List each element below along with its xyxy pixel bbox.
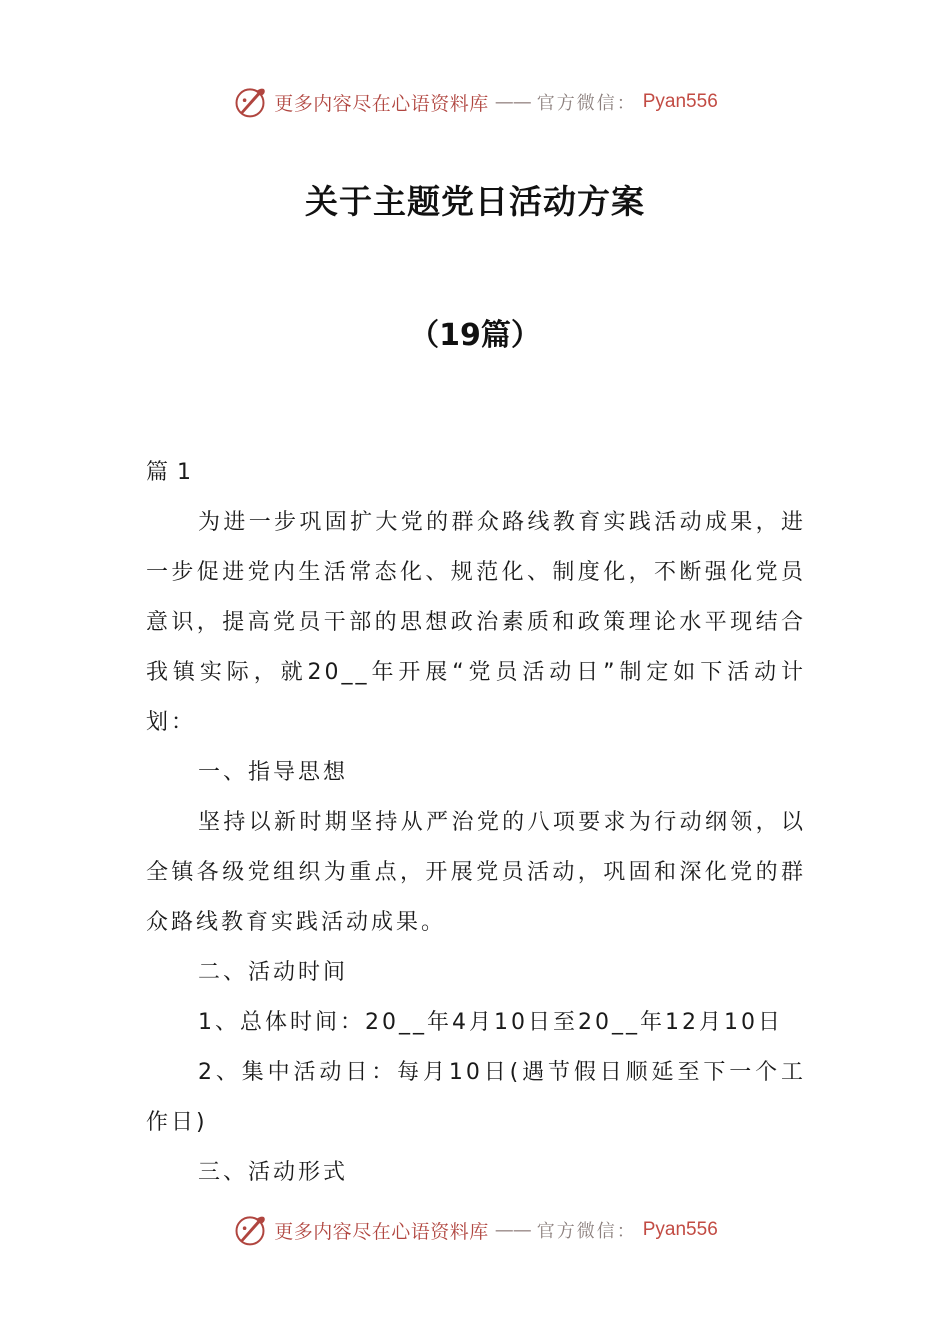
banner-main-text: 更多内容尽在心语资料库: [274, 1220, 489, 1243]
footer-banner: [0, 1212, 950, 1248]
banner-wechat-id: Pyan556: [642, 91, 718, 112]
header-banner: [0, 84, 950, 120]
banner-main-text: 更多内容尽在心语资料库: [274, 92, 489, 115]
banner-wechat-label: 官方微信：: [536, 1221, 637, 1242]
activity-time-focus-day: 2、集中活动日：每月10日(遇节假日顺延至下一个工作日): [146, 1060, 806, 1135]
document-subtitle: （19篇）: [409, 318, 541, 353]
section-heading-activity-time: 二、活动时间: [198, 960, 349, 985]
quill-logo-icon: [232, 1212, 268, 1248]
intro-paragraph: 为进一步巩固扩大党的群众路线教育实践活动成果，进一步促进党内生活常态化、规范化、制度化，不断强化党员意识，提高党员干部的思想政治素质和政策理论水平现结合我镇实际，就20__年开展“党员活动日”制定如下活动计划：: [146, 510, 806, 735]
section-heading-guiding-thought: 一、指导思想: [198, 760, 349, 785]
banner-wechat-id: Pyan556: [642, 1219, 718, 1240]
guiding-thought-paragraph: 坚持以新时期坚持从严治党的八项要求为行动纲领，以全镇各级党组织为重点，开展党员活动，巩固和深化党的群众路线教育实践活动成果。: [146, 810, 806, 935]
activity-time-overall: 1、总体时间：20__年4月10日至20__年12月10日: [198, 1010, 783, 1035]
section-heading-activity-form: 三、活动形式: [198, 1160, 349, 1185]
banner-wechat-label: 官方微信：: [536, 93, 637, 114]
banner-dash: ——: [494, 91, 531, 113]
chapter-label: 篇 1: [146, 460, 192, 485]
banner-dash: ——: [494, 1219, 531, 1241]
document-body: [146, 448, 806, 1198]
document-title: 关于主题党日活动方案: [305, 182, 645, 221]
quill-logo-icon: [232, 84, 268, 120]
